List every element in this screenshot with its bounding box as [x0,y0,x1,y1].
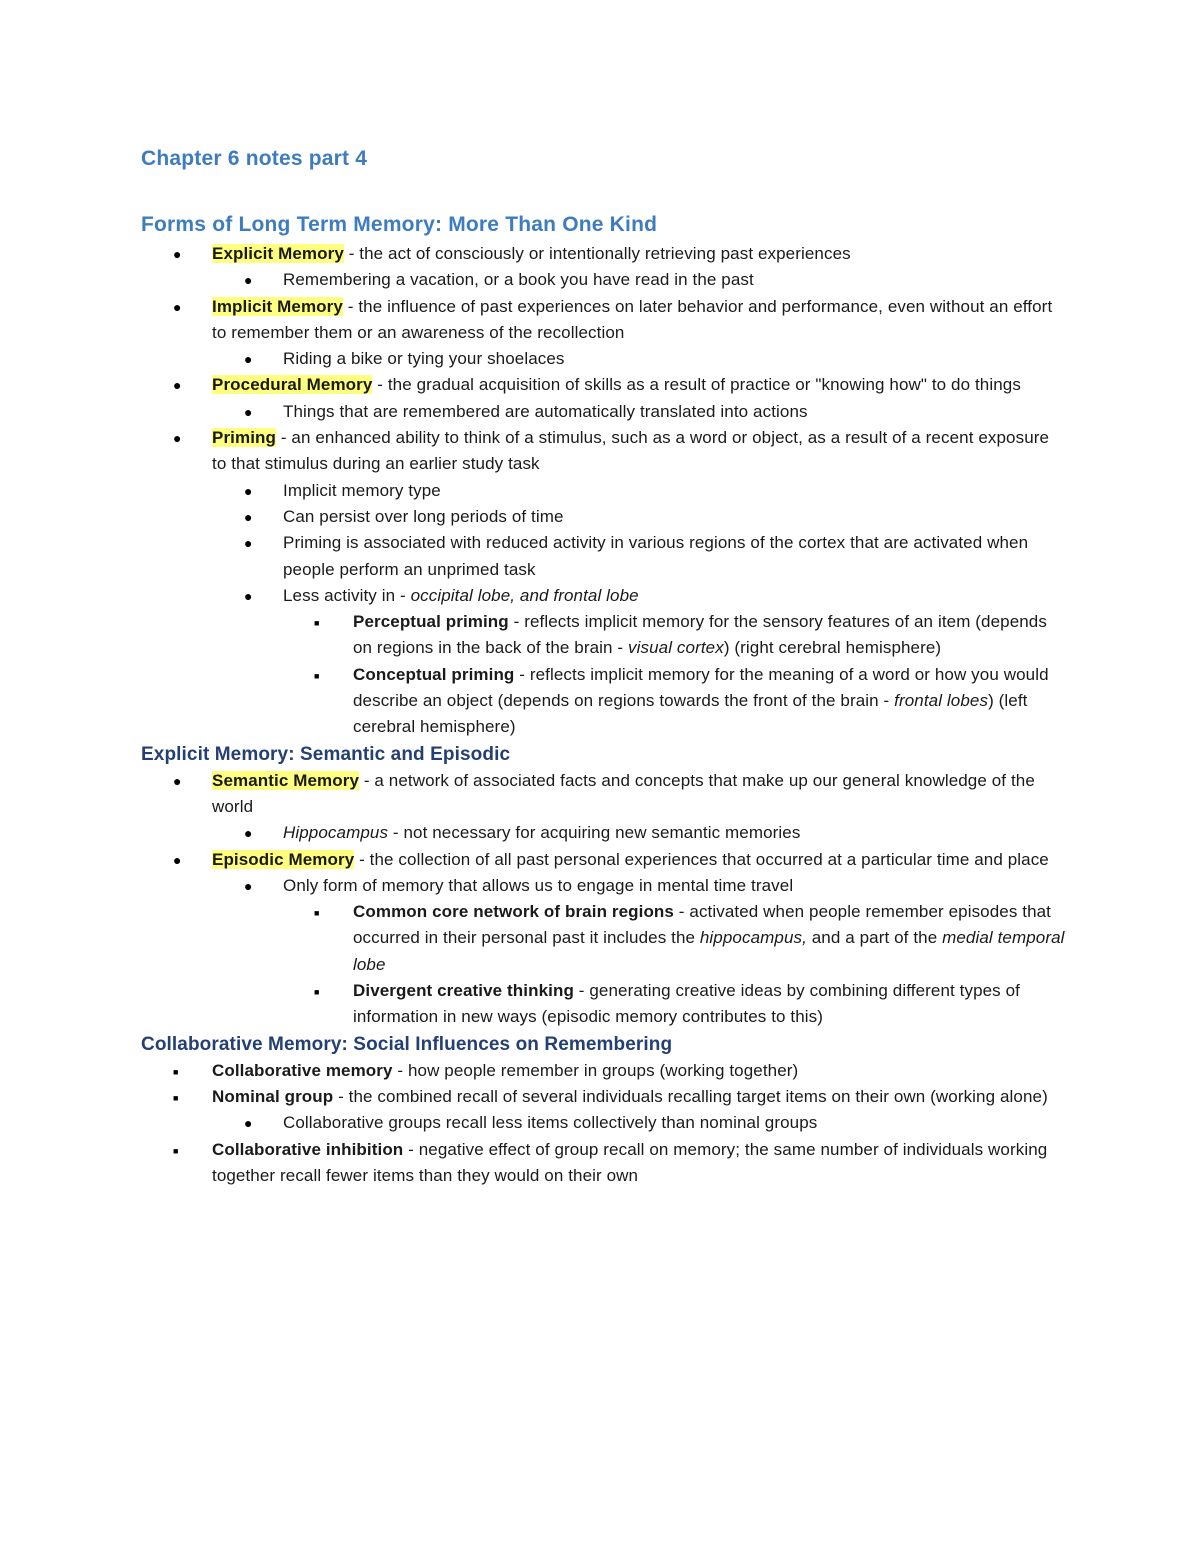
bullet-icon: ● [173,772,182,789]
bullet-icon: ● [173,430,182,447]
list-item-perceptual-priming [141,609,1066,662]
definition-text: ) (right cerebral hemisphere) [723,638,942,658]
list-item-divergent-thinking [141,978,1066,1031]
definition-text: - the collection of all past personal experiences that occurred at a particular time and place [354,849,1049,869]
list-item-priming [141,425,1066,478]
list-item-example [141,399,1066,425]
example-text: Remembering a vacation, or a book you have read in the past [283,270,754,290]
definition-text: - an enhanced ability to think of a stimulus, such as a word or object, as a result of a recent exposure to that stimulus during an earlier study task [212,428,1050,474]
list-item-detail [141,820,1066,846]
definition-italic: visual cortex [628,638,724,658]
definition-text: - how people remember in groups (working together) [392,1060,799,1080]
bullet-icon: ● [244,351,253,368]
bullet-icon: ● [173,298,182,315]
list-item-detail [141,1110,1066,1136]
detail-text: Can persist over long periods of time [283,506,564,526]
page-title: Chapter 6 notes part 4 [141,147,368,170]
collaborative-list [141,1058,1066,1189]
bullet-icon: ● [173,851,182,868]
list-item-detail [141,504,1066,530]
square-bullet-icon: ■ [173,1092,179,1103]
definition-italic: medial temporal lobe [353,928,1065,974]
term-conceptual-priming: Conceptual priming [353,664,515,684]
detail-text: Only form of memory that allows us to engage in mental time travel [283,875,794,895]
list-item-episodic-memory [141,847,1066,873]
square-bullet-icon: ■ [314,908,320,919]
bullet-icon: ● [173,377,182,394]
bullet-icon: ● [244,825,253,842]
bullet-icon: ● [244,877,253,894]
bullet-icon: ● [244,403,253,420]
list-item-implicit-memory [141,294,1066,347]
detail-italic: Hippocampus [283,823,389,843]
list-item-detail [141,478,1066,504]
list-item-detail [141,873,1066,899]
definition-text: - the combined recall of several individuals recalling target items on their own (working alone) [333,1086,1048,1106]
example-text: Riding a bike or tying your shoelaces [283,349,565,369]
definition-italic: frontal lobes [894,691,989,711]
definition-text: - generating creative ideas by combining different types of information in new ways (episodic memory contributes to this) [353,981,1020,1027]
detail-text: - not necessary for acquiring new semantic memories [388,823,801,843]
list-item-nominal-group [141,1084,1066,1110]
list-item-detail [141,530,1066,583]
square-bullet-icon: ■ [314,618,320,629]
bullet-icon: ● [244,1115,253,1132]
definition-text: - the influence of past experiences on later behavior and performance, even without an effort to remember them or an awareness of the recollection [212,296,1053,342]
list-item-procedural-memory [141,372,1066,398]
example-text: Things that are remembered are automatically translated into actions [283,401,808,421]
bullet-icon: ● [244,535,253,552]
detail-text: Less activity in - [283,585,411,605]
bullet-icon: ● [244,508,253,525]
term-semantic-memory: Semantic Memory [212,770,359,790]
term-collaborative-inhibition: Collaborative inhibition [212,1139,404,1159]
list-item-detail [141,583,1066,609]
list-item-collaborative-inhibition [141,1137,1066,1190]
detail-text: Priming is associated with reduced activity in various regions of the cortex that are activated when people perform an unprimed task [283,533,1029,579]
section-heading-explicit-memory: Explicit Memory: Semantic and Episodic [141,743,511,765]
term-collaborative-memory: Collaborative memory [212,1060,393,1080]
square-bullet-icon: ■ [314,670,320,681]
list-item-semantic-memory [141,768,1066,821]
definition-text: - reflects implicit memory for the sensory features of an item (depends on regions in the back of the brain - [353,612,1047,658]
bullet-icon: ● [244,272,253,289]
list-item-collaborative-memory [141,1058,1066,1084]
term-episodic-memory: Episodic Memory [212,849,355,869]
definition-text: - activated when people remember episodes that occurred in their personal past it includes the [353,902,1052,948]
list-item-conceptual-priming [141,662,1066,741]
bullet-icon: ● [244,587,253,604]
definition-text: - a network of associated facts and concepts that make up our general knowledge of the world [212,770,1035,816]
document-body [141,143,1066,1189]
detail-text: Implicit memory type [283,480,441,500]
explicit-list [141,768,1066,1031]
term-nominal-group: Nominal group [212,1086,334,1106]
forms-list [141,241,1066,741]
term-procedural-memory: Procedural Memory [212,375,373,395]
term-priming: Priming [212,428,276,448]
list-item-explicit-memory [141,241,1066,267]
detail-text: Collaborative groups recall less items collectively than nominal groups [283,1113,818,1133]
square-bullet-icon: ■ [173,1066,179,1077]
bullet-icon: ● [173,246,182,262]
square-bullet-icon: ■ [173,1145,179,1156]
section-heading-collaborative-memory: Collaborative Memory: Social Influences on Remembering [141,1033,673,1055]
definition-text: - the act of consciously or intentionally retrieving past experiences [343,244,851,263]
definition-text: and a part of the [806,928,943,948]
list-item-example [141,267,1066,293]
square-bullet-icon: ■ [314,987,320,998]
definition-text: - negative effect of group recall on memory; the same number of individuals working together recall fewer items than they would on their own [212,1139,1048,1185]
list-item-common-core-network [141,899,1066,978]
term-divergent-thinking: Divergent creative thinking [353,981,574,1001]
bullet-icon: ● [244,482,253,499]
definition-italic: hippocampus, [699,928,807,948]
definition-text: - the gradual acquisition of skills as a result of practice or "knowing how" to do things [372,375,1021,395]
list-item-example [141,346,1066,372]
term-implicit-memory: Implicit Memory [212,296,343,316]
term-explicit-memory: Explicit Memory [212,244,344,263]
definition-text: ) (left cerebral hemisphere) [353,691,1028,737]
detail-italic: occipital lobe, and frontal lobe [410,585,639,605]
term-perceptual-priming: Perceptual priming [353,612,509,632]
section-heading-forms-of-ltm: Forms of Long Term Memory: More Than One Kind [141,213,658,236]
term-common-core-network: Common core network of brain regions [353,902,674,922]
definition-text: - reflects implicit memory for the meaning of a word or how you would describe an object (depends on regions towards the front of the brain - [353,664,1049,711]
